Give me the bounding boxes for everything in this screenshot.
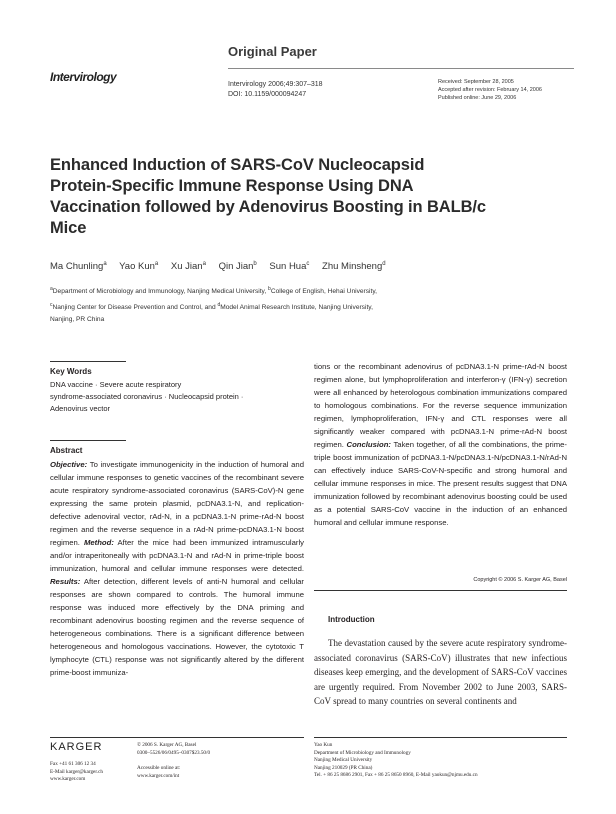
received-date: Received: September 28, 2005 (438, 79, 514, 85)
abstract-text-right: tions or the recombinant adenovirus of pcDNA3.1-N prime-rAd-N boost regimen alone, but lymphoproliferation and interferon-γ (IFN-γ) secretion were all enhanced by heterologous combination immunizations compared to homologous combinations. For the reverse sequence immunization regimen, lymphoproliferation, IFN-γ and CTL responses were all significantly weaker compared with pcDNA3.1-N prime-rAd-N boost regimen. Conclusion: Taken together, of all the combinations, the prime-triple boost immunization of pcDNA3.1-N/pcDNA3.1-N/pcDNA3.1-N/rAd-N can effectively induce SARS-CoV-N-specific and strong humoral and cellular immune responses in mice. The present results suggest that DNA immunization followed by recombinant adenovirus boosting could be used as a potential SARS-CoV vaccine in the induction of an enhanced humoral and cellular immune response. (314, 362, 567, 527)
keywords-heading: Key Words (50, 367, 92, 376)
copyright-notice: Copyright © 2006 S. Karger AG, Basel (473, 577, 567, 583)
affiliations (50, 283, 510, 327)
keyword-line: Adenovirus vector (50, 404, 111, 413)
corr-contact: Tel. + 86 25 8686 2901, Fax + 86 25 8650 8960, E-Mail yaokun@njmu.edu.cn (314, 772, 478, 778)
doi-line: DOI: 10.1159/000094247 (228, 91, 307, 98)
price-code: 0300–5526/06/0495–0307$23.50/0 (137, 749, 211, 756)
journal-name: Intervirology (50, 70, 117, 84)
keywords-rule (50, 361, 126, 362)
abstract-heading: Abstract (50, 446, 83, 455)
corr-name: Yao Kun (314, 742, 333, 748)
copyright-line: © 2006 S. Karger AG, Basel (137, 742, 197, 748)
author-list (50, 261, 396, 272)
website-link[interactable]: www.karger.com (50, 776, 86, 782)
affiliation-line: $^c$Nanjing Center for Disease Prevention and Control, and $^d$Model Animal Research Institute, Nanjing University, (50, 301, 373, 311)
corr-univ: Nanjing Medical University (314, 757, 373, 763)
corr-city: Nanjing 210029 (PR China) (314, 764, 373, 771)
author: Yao Kun$^a$ (119, 261, 159, 273)
article-title: Enhanced Induction of SARS-CoV Nucleocapsid Protein-Specific Immune Response Using DNA Vaccination followed by Adenovirus Boosting in BALB/c Mice (50, 156, 486, 237)
affiliation-line: Nanjing, PR China (50, 316, 105, 324)
fax-line: Fax +41 61 306 12 34 (50, 761, 96, 767)
access-link[interactable]: www.karger.com/int (137, 772, 180, 779)
accepted-date: Accepted after revision: February 14, 2006 (438, 87, 542, 93)
author: Ma Chunling$^a$ (50, 261, 107, 273)
author: Zhu Minsheng$^d$ (322, 261, 386, 273)
correspondence-block (314, 742, 569, 780)
introduction-heading: Introduction (328, 615, 375, 624)
publisher-logo: KARGER (50, 741, 103, 753)
author: Qin Jian$^b$ (218, 261, 257, 273)
introduction-text: The devastation caused by the severe acute respiratory syndrome-associated coronavirus (SARS-CoV) illustrates that new infectious diseases keep emerging, and the development of SARS-CoV vaccines are urgently required. From November 2002 to June 2003, SARS-CoV spread to many countries on several continents and (314, 638, 567, 706)
abstract-text-left: Objective: To investigate immunogenicity in the induction of humoral and cellular immune responses to genetic vaccines of the recombinant severe acute respiratory syndrome-associated coronavirus (SARS-CoV)-N gene expressing the same protein plasmid, pcDNA3.1-N, and replication-defective adenoviral vector, rAd-N, in a pcDNA3.1-N prime-rAd-N boost regimen and the reverse sequence in a rAd-N prime-pcDNA3.1-N boost regimen. Method: After the mice had been immunized intramuscularly and/or intraperitoneally with pcDNA3.1-N and rAd-N in prime-triple boost immunization, humoral and cellular immune responses were detected. Results: After detection, different levels of anti-N humoral and cellular responses are shown compared to controls. The humoral immune response was induced more effectively by the DNA priming and recombinant adenovirus boosting regimen and the reverse sequence of heterogeneous combinations. There is a significant difference between heterogeneous and homologous vaccinations. However, the cytotoxic T lymphocyte (CTL) response was not significantly altered by the different prime-boost immuniza- (50, 460, 305, 677)
footer-rule-right (314, 737, 567, 738)
access-label: Accessible online at: (137, 765, 181, 771)
publisher-contact (50, 761, 103, 784)
online-access (137, 765, 180, 780)
corr-dept: Department of Microbiology and Immunology (314, 749, 411, 756)
footer-rule-left (50, 737, 304, 738)
citation-line: Intervirology 2006;49:307–318 (228, 81, 323, 88)
footer-copyright (137, 742, 210, 757)
keywords-list (50, 379, 308, 415)
keyword-line: syndrome-associated coronavirus · Nucleocapsid protein · (50, 392, 244, 401)
citation-block (228, 80, 323, 100)
author: Xu Jian$^a$ (170, 261, 206, 273)
intro-rule (314, 590, 567, 591)
abstract-rule (50, 440, 126, 441)
dates-block (438, 78, 542, 102)
published-date: Published online: June 29, 2006 (438, 95, 517, 101)
affiliation-line: $^a$Department of Microbiology and Immunology, Nanjing Medical University, $^b$College of English, Hehai University, (50, 286, 377, 296)
section-label: Original Paper (228, 44, 317, 59)
keyword-line: DNA vaccine · Severe acute respiratory (50, 380, 182, 389)
author: Sun Hua$^c$ (269, 261, 310, 273)
email-line: E-Mail karger@karger.ch (50, 768, 103, 775)
header-rule (228, 68, 574, 69)
